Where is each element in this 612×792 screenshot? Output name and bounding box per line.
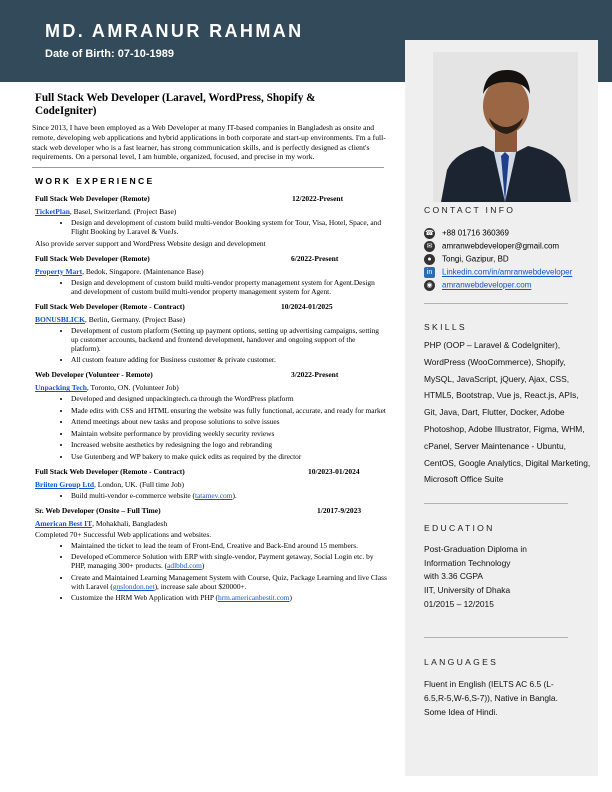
job-location: , London, UK. (Full time Job) (94, 479, 185, 489)
globe-icon: ◉ (424, 280, 435, 291)
job-note: Completed 70+ Successful Web applications and websites. (35, 529, 212, 539)
website-link[interactable]: amranwebdeveloper.com (442, 280, 532, 290)
job-role: Full Stack Web Developer (Remote) (35, 194, 150, 204)
company-link[interactable]: TicketPlan (35, 207, 70, 217)
education-degree: Post-Graduation Diploma in Information Technology (424, 544, 527, 568)
job-entry (35, 194, 387, 248)
divider (424, 303, 568, 304)
languages-text: Fluent in English (IELTS AC 6.5 (L-6.5,R-5,W-6,S-7)), Native in Bangla. Some Idea of Hindi. (424, 679, 558, 717)
job-header (35, 506, 387, 516)
job-note: Also provide server support and WordPress Website design and development (35, 238, 266, 248)
job-header (35, 302, 387, 312)
profile-photo (433, 52, 578, 202)
bullet-text: Customize the HRM Web Application with PHP ( (71, 593, 219, 603)
job-header (35, 254, 387, 264)
list-item: • Design and development of custom build multi-vendor Booking system for Tour, Visa, Hotel, Space, and Flight Booking by Laravel & VueJs. (71, 218, 387, 236)
education-period: 01/2015 – 12/2015 (424, 598, 494, 609)
list-item: • All custom feature adding for Business customer & private customer. (71, 355, 387, 364)
job-dates: 1/2017-9/2023 (317, 505, 362, 515)
job-company-line (35, 519, 387, 528)
list-item: • Developed and designed unpackingtech.ca through the WordPress platform (71, 394, 387, 403)
job-location: , Berlin, Germany. (Project Base) (85, 314, 186, 324)
company-link[interactable]: BONUSBLICK (35, 314, 86, 324)
email-text[interactable]: amranwebdeveloper@gmail.com (442, 241, 560, 251)
education-school: IIT, University of Dhaka (424, 585, 511, 596)
bullet-text: Build multi-vendor e-commerce website ( (71, 490, 195, 500)
contact-linkedin (424, 267, 572, 278)
list-item (71, 573, 387, 591)
project-link[interactable]: hrm.americanbestit.com (218, 593, 290, 603)
bullet-text: ). (232, 490, 237, 500)
work-experience-heading: WORK EXPERIENCE (35, 176, 155, 187)
project-link[interactable]: tatamev.com (194, 490, 233, 500)
job-bullets (35, 491, 387, 500)
list-item: • Design and development of custom build multi-vendor property management system for Agent.Design and development of custom build multi-vendor property management system for Agent. (71, 278, 387, 296)
list-item: • Made edits with CSS and HTML ensuring the website was fully functional, accurate, and ready for market (71, 406, 387, 415)
job-company-line (35, 315, 387, 324)
job-entry (35, 467, 387, 500)
job-location: , Toronto, ON. (Volunteer Job) (86, 383, 179, 393)
company-link[interactable]: American Best IT (35, 518, 93, 528)
main-column (32, 92, 387, 608)
date-of-birth: Date of Birth: 07-10-1989 (45, 48, 174, 60)
profile-summary: Since 2013, I have been employed as a Web Developer at many IT-based companies in Bangladesh as onsite and remote, developing web applications and hybrid applications in both corporate and start-up environments. I'm a full-stack web developer who is a fast learner, has strong communication skills, and is perfectly designed as client's requirements. On a personal level, I am humble, organized, focused, and precise in my work. (32, 123, 386, 162)
bullet-text: ) (289, 593, 292, 603)
job-entry (35, 302, 387, 365)
job-location: , Mohakhali, Bangladesh (92, 518, 168, 528)
contact-email (424, 241, 559, 252)
job-entry (35, 370, 387, 461)
linkedin-icon: in (424, 267, 435, 278)
divider (424, 503, 568, 504)
contact-website (424, 280, 531, 291)
divider (32, 167, 384, 168)
company-link[interactable]: Unpacking Tech (35, 383, 87, 393)
list-item: • Maintain website performance by providing weekly security reviews (71, 429, 387, 438)
job-role: Full Stack Web Developer (Remote - Contract) (35, 301, 185, 311)
job-company-line (35, 207, 387, 216)
location-text: Tongi, Gazipur, BD (442, 254, 509, 264)
job-dates: 10/2023-01/2024 (308, 466, 360, 476)
job-location: , Bedok, Singapore. (Maintenance Base) (82, 266, 204, 276)
company-link[interactable]: Briiten Group Ltd (35, 479, 95, 489)
job-company-line (35, 383, 387, 392)
phone-icon: ☎ (425, 230, 434, 237)
list-item: • Development of custom platform (Setting up payment options, setting up advertising campaigns, setting up customer accounts, backend and frontend development, handover and ongoing support of the platform). (71, 326, 387, 353)
job-company-line (35, 480, 387, 489)
bullet-text: ) (201, 561, 205, 571)
divider (424, 637, 568, 638)
list-item (71, 491, 387, 500)
contact-location (424, 254, 509, 265)
job-bullets (35, 278, 387, 296)
job-bullets (35, 394, 387, 461)
education-cgpa: with 3.36 CGPA (424, 571, 483, 582)
job-role: Full Stack Web Developer (Remote - Contract) (35, 466, 185, 476)
job-dates: 10/2024-01/2025 (281, 301, 333, 311)
job-header (35, 467, 387, 477)
list-item: • Maintained the ticket to lead the team of Front-End, Creative and Back-End around 15 members. (71, 541, 387, 550)
skills-heading: SKILLS (424, 322, 467, 332)
company-link[interactable]: Property Mart (35, 266, 83, 276)
candidate-name: MD. AMRANUR RAHMAN (45, 21, 304, 41)
job-location: , Basel, Switzerland. (Project Base) (69, 207, 177, 217)
job-entry (35, 506, 387, 603)
contact-phone (424, 228, 509, 239)
job-dates: 12/2022-Present (292, 194, 344, 204)
list-item: • Use Gutenberg and WP bakery to make quick edits as required by the director (71, 452, 387, 461)
job-dates: 3/2022-Present (291, 370, 339, 380)
job-bullets (35, 218, 387, 236)
project-link[interactable]: gnslondon.net (112, 581, 155, 591)
bullet-text: ), increase sale about $20000+. (154, 581, 247, 591)
job-dates: 6/2022-Present (291, 253, 339, 263)
job-role: Web Developer (Volunteer - Remote) (35, 370, 153, 380)
job-header (35, 194, 387, 204)
job-company-line (35, 267, 387, 276)
list-item: • Attend meetings about new tasks and propose solutions to solve issues (71, 417, 387, 426)
list-item: • Increased website aesthetics by redesigning the logo and rebranding (71, 440, 387, 449)
list-item (71, 593, 387, 602)
job-role: Sr. Web Developer (Onsite – Full Time) (35, 505, 161, 515)
job-role: Full Stack Web Developer (Remote) (35, 253, 150, 263)
education-block (424, 543, 564, 612)
email-icon: ✉ (424, 241, 435, 252)
languages-heading: LANGUAGES (424, 657, 499, 667)
project-link[interactable]: adlbbd.com (167, 561, 202, 571)
phone-text: +88 01716 360369 (442, 228, 509, 238)
job-entry (35, 254, 387, 296)
linkedin-link[interactable]: Linkedin.com/in/amranwebdeveloper (442, 267, 573, 277)
education-heading: EDUCATION (424, 523, 495, 533)
contact-heading: CONTACT INFO (424, 205, 516, 215)
job-header (35, 370, 387, 380)
job-title: Full Stack Web Developer (Laravel, WordPress, Shopify & CodeIgniter) (35, 92, 316, 117)
bullet-text: Developed eCommerce Solution with ERP with single-vendor, Payment getaway, Social Login etc. by PHP, managing 300+ products. ( (71, 552, 374, 571)
location-icon: ● (424, 254, 435, 265)
skills-text: PHP (OOP – Laravel & CodeIgniter), WordPress (WooCommerce), Shopify, MySQL, JavaScript, jQuery, Ajax, CSS, HTML5, Bootstrap, Vue js, React.js, APIs, Git, Java, Dart, Flutter, Docker, Adobe Photoshop, Adobe Illustrator, Figma, WHM, cPanel, Server Maintenance - Ubuntu, CentOS, Google Analytics, Digital Marketing, Microsoft Office Suite (424, 340, 591, 485)
job-bullets (35, 326, 387, 365)
job-bullets (35, 541, 387, 603)
list-item (71, 552, 387, 570)
bullet-text: Create and Maintained Learning Management System with Course, Quiz, Package Learning and live Class with Laravel ( (71, 572, 387, 591)
